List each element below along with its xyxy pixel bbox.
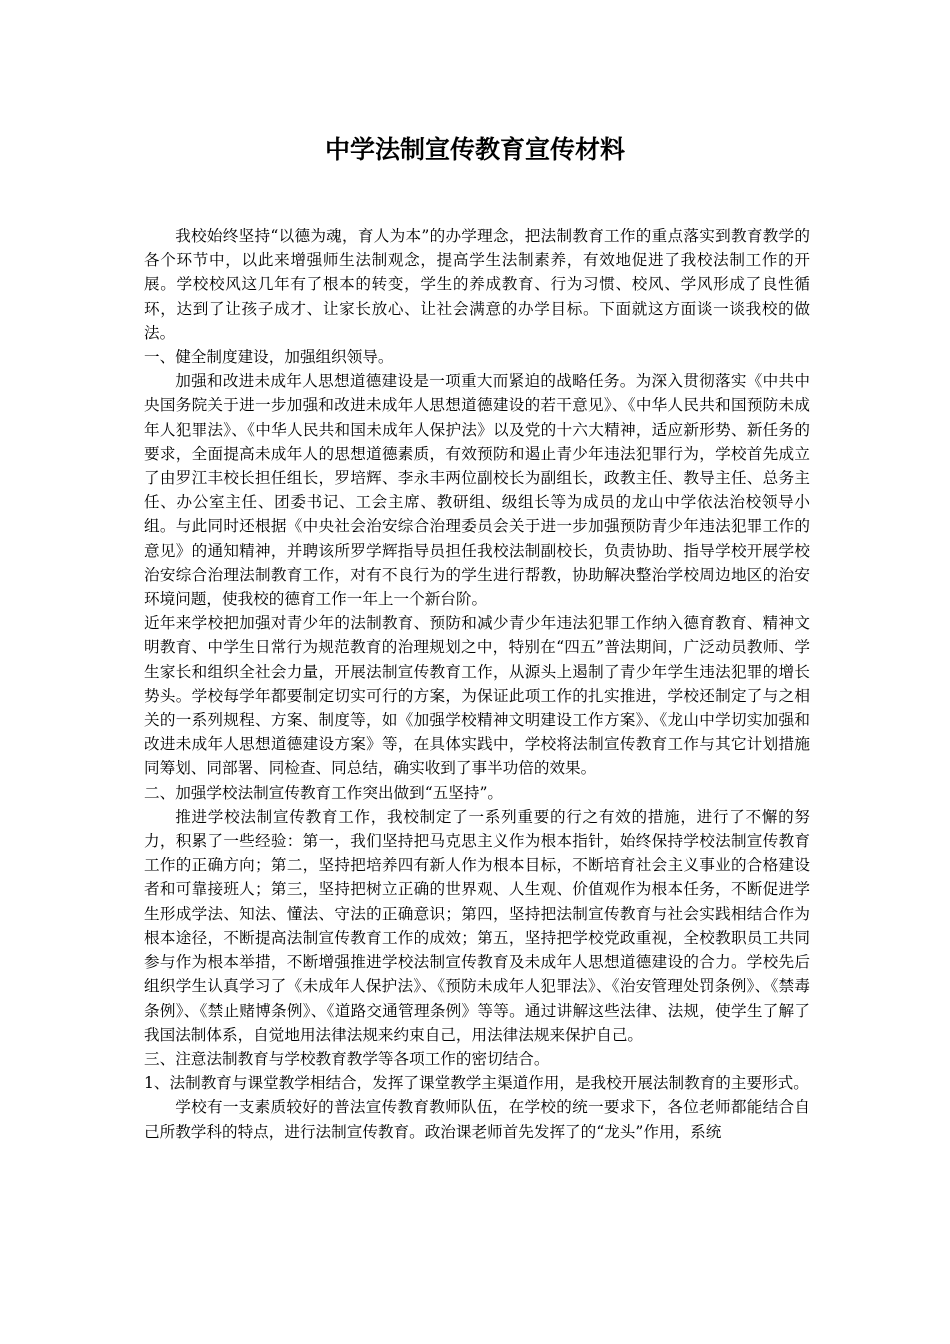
document-title: 中学法制宣传教育宣传材料 [324, 135, 625, 164]
body-paragraph: 学校有一支素质较好的普法宣传教育教师队伍，在学校的统一要求下，各位老师都能结合自己所教学科的特点，进行法制宣传教育。政治课老师首先发挥了的“龙头”作用，系统 [144, 1098, 810, 1141]
section-line: 二、加强学校法制宣传教育工作突出做到“五坚持”。 [144, 783, 504, 802]
section-line: 一、健全制度建设，加强组织领导。 [144, 348, 394, 367]
section-line: 1、法制教育与课堂教学相结合，发挥了课堂教学主渠道作用，是我校开展法制教育的主要形式。 [144, 1074, 809, 1093]
document-body [144, 224, 810, 1144]
section-line: 三、注意法制教育与学校教育教学等各项工作的密切结合。 [144, 1049, 550, 1068]
body-paragraph: 加强和改进未成年人思想道德建设是一项重大而紧迫的战略任务。为深入贯彻落实《中共中央国务院关于进一步加强和改进未成年人思想道德建设的若干意见》、《中华人民共和国预防未成年人犯罪法》、《中华人民共和国未成年人保护法》以及党的十六大精神，适应新形势、新任务的要求，全面提高未成年人的思想道德素质，有效预防和遏止青少年违法犯罪行为，学校首先成立了由罗江丰校长担任组长，罗培辉、李永丰两位副校长为副组长，政教主任、教导主任、总务主任、办公室主任、团委书记、工会主席、教研组、级组长等为成员的龙山中学依法治校领导小组。与此同时还根据《中央社会治安综合治理委员会关于进一步加强预防青少年违法犯罪工作的意见》的通知精神，并聘该所罗学辉指导员担任我校法制副校长，负责协助、指导学校开展学校治安综合治理法制教育工作，对有不良行为的学生进行帮教，协助解决整治学校周边地区的治安环境问题，使我校的德育工作一年上一个新台阶。 [144, 372, 810, 609]
body-paragraph: 推进学校法制宣传教育工作，我校制定了一系列重要的行之有效的措施，进行了不懈的努力，积累了一些经验：第一，我们坚持把马克思主义作为根本指针，始终保持学校法制宣传教育工作的正确方向；第二，坚持把培养四有新人作为根本目标，不断培育社会主义事业的合格建设者和可靠接班人；第三，坚持把树立正确的世界观、人生观、价值观作为根本任务，不断促进学生形成学法、知法、懂法、守法的正确意识；第四，坚持把法制宣传教育与社会实践相结合作为根本途径，不断提高法制宣传教育工作的成效；第五，坚持把学校党政重视，全校教职员工共同参与作为根本举措，不断增强推进学校法制宣传教育及未成年人思想道德建设的合力。学校先后组织学生认真学习了《未成年人保护法》、《预防未成年人犯罪法》、《治安管理处罚条例》、《禁毒条例》、《禁止赌博条例》、《道路交通管理条例》等等。通过讲解这些法律、法规，使学生了解了我国法制体系，自觉地用法律法规来约束自己，用法律法规来保护自己。 [144, 807, 810, 1044]
section-line: 近年来学校把加强对青少年的法制教育、预防和减少青少年违法犯罪工作纳入德育教育、精神文明教育、中学生日常行为规范教育的治理规划之中，特别在“四五”普法期间，广泛动员教师、学生家长和组织全社会力量，开展法制宣传教育工作，从源头上遏制了青少年学生违法犯罪的增长势头。学校每学年都要制定切实可行的方案，为保证此项工作的扎实推进，学校还制定了与之相关的一系列规程、方案、制度等，如《加强学校精神文明建设工作方案》、《龙山中学切实加强和改进未成年人思想道德建设方案》等，在具体实践中，学校将法制宣传教育工作与其它计划措施同筹划、同部署、同检查、同总结，确实收到了事半功倍的效果。 [144, 614, 810, 778]
body-paragraph: 我校始终坚持“以德为魂，育人为本”的办学理念，把法制教育工作的重点落实到教育教学的各个环节中，以此来增强师生法制观念，提高学生法制素养，有效地促进了我校法制工作的开展。学校校风这几年有了根本的转变，学生的养成教育、行为习惯、校风、学风形成了良性循环，达到了让孩子成才、让家长放心、让社会满意的办学目标。下面就这方面谈一谈我校的做法。 [144, 227, 810, 342]
